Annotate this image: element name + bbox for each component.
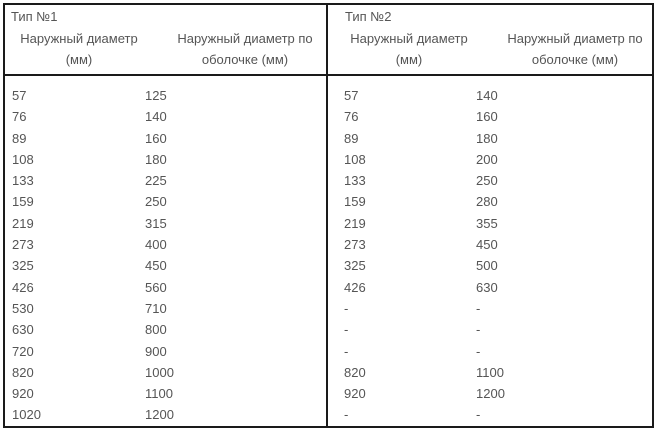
cell-shell-diameter: 1000: [145, 364, 174, 380]
left-col1-header-line2: (мм): [65, 52, 93, 67]
table-row: [0, 386, 326, 407]
table-row: [328, 194, 654, 215]
table-row: [0, 301, 326, 322]
cell-outer-diameter: 133: [344, 173, 366, 189]
cell-shell-diameter: 160: [145, 130, 167, 146]
cell-outer-diameter: -: [344, 300, 349, 316]
cell-outer-diameter: 325: [344, 258, 366, 274]
table-row: [0, 280, 326, 301]
right-table-body: [328, 88, 654, 429]
table-row: [0, 152, 326, 173]
cell-shell-diameter: 1200: [476, 386, 505, 402]
cell-shell-diameter: -: [476, 343, 481, 359]
table-row: [328, 131, 654, 152]
cell-shell-diameter: 1200: [145, 407, 174, 423]
cell-shell-diameter: 450: [145, 258, 167, 274]
table-row: [328, 322, 654, 343]
right-type-title: Тип №2: [345, 9, 392, 24]
cell-shell-diameter: 180: [476, 130, 498, 146]
cell-shell-diameter: 200: [476, 151, 498, 167]
cell-shell-diameter: 1100: [145, 386, 173, 402]
cell-outer-diameter: 273: [344, 237, 366, 253]
cell-outer-diameter: 325: [12, 258, 34, 274]
cell-outer-diameter: 530: [12, 300, 34, 316]
cell-shell-diameter: 140: [145, 109, 167, 125]
cell-shell-diameter: 355: [476, 215, 498, 231]
cell-outer-diameter: 219: [344, 215, 366, 231]
cell-shell-diameter: -: [476, 322, 481, 338]
cell-outer-diameter: 108: [344, 151, 366, 167]
table-row: [0, 322, 326, 343]
table-row: [0, 109, 326, 130]
table-row: [328, 88, 654, 109]
cell-outer-diameter: 720: [12, 343, 34, 359]
table-row: [328, 386, 654, 407]
cell-shell-diameter: 500: [476, 258, 498, 274]
cell-outer-diameter: 76: [344, 109, 359, 125]
table-row: [0, 131, 326, 152]
cell-shell-diameter: 315: [145, 215, 167, 231]
table-row: [328, 407, 654, 428]
cell-shell-diameter: 1100: [476, 364, 504, 380]
cell-outer-diameter: 76: [12, 109, 27, 125]
cell-shell-diameter: 900: [145, 343, 167, 359]
cell-shell-diameter: 450: [476, 237, 498, 253]
cell-shell-diameter: 630: [476, 279, 498, 295]
table-row: [328, 344, 654, 365]
table-row: [0, 173, 326, 194]
cell-outer-diameter: -: [344, 322, 349, 338]
cell-outer-diameter: 89: [344, 130, 359, 146]
cell-shell-diameter: 250: [476, 173, 498, 189]
cell-outer-diameter: 108: [12, 151, 34, 167]
table-row: [0, 344, 326, 365]
cell-shell-diameter: 280: [476, 194, 498, 210]
right-col2-header-line2: оболочке (мм): [531, 52, 619, 67]
table-row: [328, 173, 654, 194]
cell-outer-diameter: 426: [12, 279, 34, 295]
cell-shell-diameter: 800: [145, 322, 167, 338]
cell-outer-diameter: 133: [12, 173, 34, 189]
cell-outer-diameter: 920: [12, 386, 34, 402]
table-row: [328, 152, 654, 173]
table-row: [328, 216, 654, 237]
cell-shell-diameter: -: [476, 407, 481, 423]
table-row: [0, 407, 326, 428]
cell-outer-diameter: 820: [12, 364, 34, 380]
cell-shell-diameter: 180: [145, 151, 167, 167]
table-row: [328, 365, 654, 386]
right-col2-header-line1: Наружный диаметр по: [507, 31, 643, 46]
right-col1-header-line1: Наружный диаметр: [350, 31, 468, 46]
left-col2-header-line1: Наружный диаметр по: [177, 31, 313, 46]
table-row: [328, 280, 654, 301]
right-col1-header-line2: (мм): [395, 52, 423, 67]
header-divider: [3, 74, 654, 76]
cell-shell-diameter: 140: [476, 88, 498, 103]
left-col1-header-line1: Наружный диаметр: [20, 31, 138, 46]
cell-outer-diameter: -: [344, 343, 349, 359]
table-row: [328, 301, 654, 322]
table-row: [0, 216, 326, 237]
table-row: [328, 258, 654, 279]
table-row: [328, 237, 654, 258]
cell-outer-diameter: 57: [344, 88, 359, 103]
left-col2-header-line2: оболочке (мм): [201, 52, 289, 67]
cell-outer-diameter: 920: [344, 386, 366, 402]
cell-outer-diameter: 630: [12, 322, 34, 338]
table-row: [0, 258, 326, 279]
cell-outer-diameter: 426: [344, 279, 366, 295]
cell-outer-diameter: 159: [12, 194, 34, 210]
cell-shell-diameter: 225: [145, 173, 167, 189]
cell-outer-diameter: 820: [344, 364, 366, 380]
cell-shell-diameter: 400: [145, 237, 167, 253]
cell-shell-diameter: -: [476, 300, 481, 316]
cell-outer-diameter: 1020: [12, 407, 41, 423]
table-row: [0, 365, 326, 386]
cell-outer-diameter: 89: [12, 130, 27, 146]
cell-outer-diameter: 57: [12, 88, 27, 103]
cell-shell-diameter: 160: [476, 109, 498, 125]
table-row: [0, 88, 326, 109]
table-row: [328, 109, 654, 130]
cell-shell-diameter: 125: [145, 88, 167, 103]
cell-shell-diameter: 710: [145, 300, 167, 316]
cell-shell-diameter: 560: [145, 279, 167, 295]
left-table-body: [0, 88, 326, 429]
cell-outer-diameter: 273: [12, 237, 34, 253]
left-type-title: Тип №1: [11, 9, 58, 24]
cell-shell-diameter: 250: [145, 194, 167, 210]
cell-outer-diameter: 219: [12, 215, 34, 231]
cell-outer-diameter: 159: [344, 194, 366, 210]
table-row: [0, 237, 326, 258]
cell-outer-diameter: -: [344, 407, 349, 423]
table-row: [0, 194, 326, 215]
